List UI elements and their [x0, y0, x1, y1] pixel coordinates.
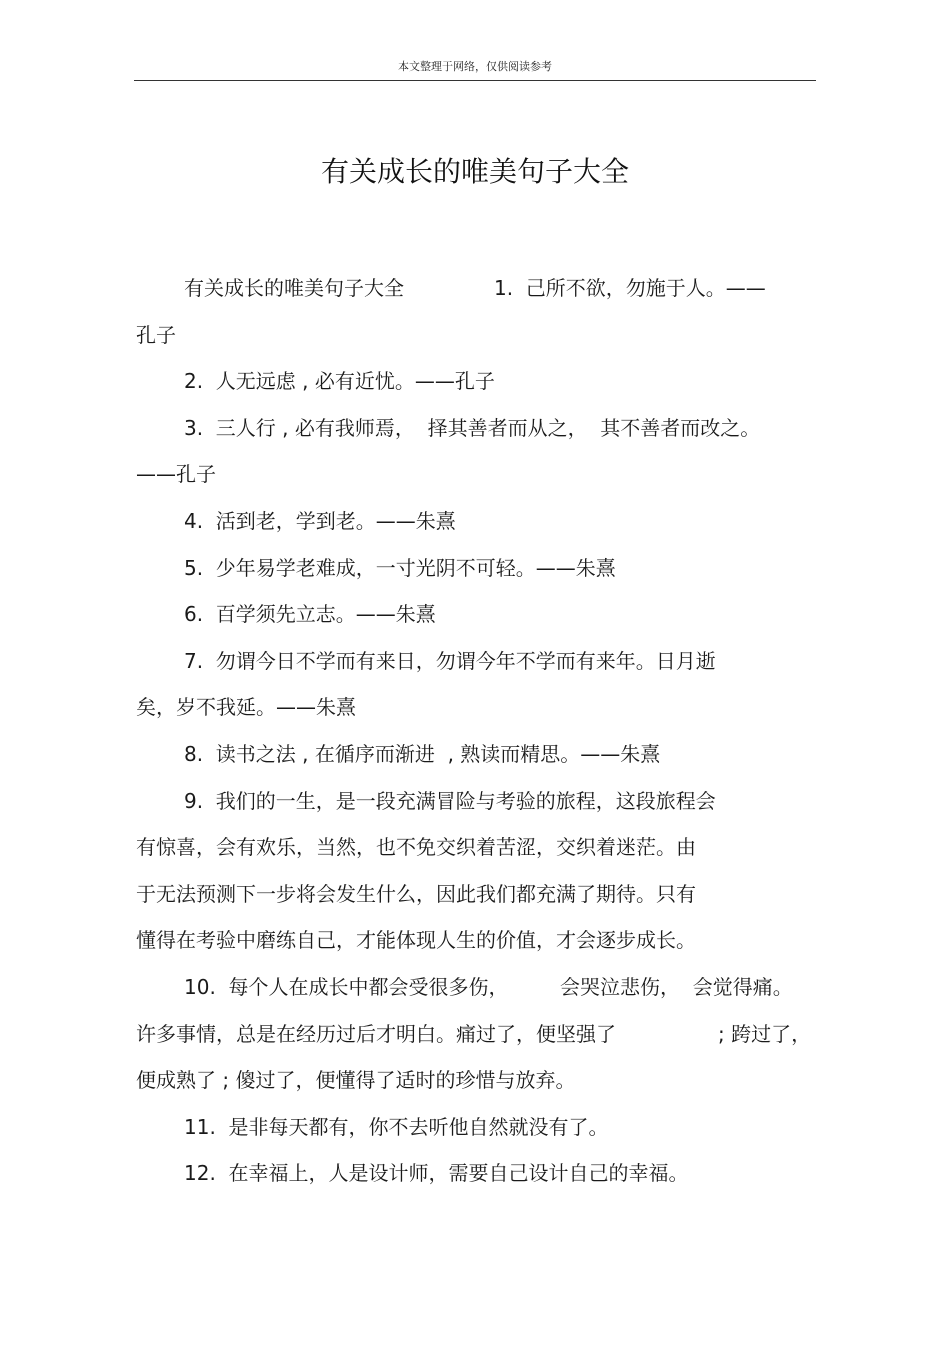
text-line: [136, 545, 816, 592]
text-segment: 3. 三人行 , 必有我师焉， 择其善者而从之， 其不善者而改之。: [184, 415, 761, 440]
document-title: 有关成长的唯美句子大全: [320, 155, 629, 188]
page-header: [134, 58, 816, 81]
text-segment: 会哭泣悲伤， 会觉得痛。: [560, 974, 793, 999]
text-segment: ; 跨过了，: [718, 1021, 812, 1046]
text-segment: 4. 活到老，学到老。——朱熹: [184, 508, 456, 533]
text-segment: 6. 百学须先立志。——朱熹: [184, 602, 436, 627]
text-line: [136, 405, 816, 452]
text-line: [136, 1150, 816, 1197]
text-segment: 9. 我们的一生，是一段充满冒险与考验的旅程，这段旅程会: [184, 788, 716, 813]
text-line: [136, 684, 816, 731]
text-segment: 于无法预测下一步将会发生什么，因此我们都充满了期待。只有: [136, 881, 696, 906]
text-line: [136, 1011, 816, 1058]
text-line: [136, 265, 816, 312]
text-line: [136, 1104, 816, 1151]
text-segment: 5. 少年易学老难成，一寸光阴不可轻。——朱熹: [184, 555, 616, 580]
text-line: [136, 964, 816, 1011]
text-segment: 许多事情，总是在经历过后才明白。痛过了，便坚强了: [136, 1021, 616, 1046]
text-line: [136, 591, 816, 638]
text-line: [136, 451, 816, 498]
text-segment: 2. 人无远虑 , 必有近忧。——孔子: [184, 369, 495, 394]
text-segment: 孔子: [136, 322, 176, 347]
text-line: [136, 917, 816, 964]
text-line: [136, 731, 816, 778]
text-line: [136, 358, 816, 405]
text-segment: 10. 每个人在成长中都会受很多伤，: [184, 974, 509, 999]
document-body: [136, 265, 816, 1197]
text-segment: 懂得在考验中磨练自己，才能体现人生的价值，才会逐步成长。: [136, 928, 696, 953]
text-line: [136, 778, 816, 825]
text-segment: 矣，岁不我延。——朱熹: [136, 695, 356, 720]
text-segment: ——孔子: [136, 462, 216, 487]
text-line: [136, 498, 816, 545]
text-line: [136, 1057, 816, 1104]
text-segment: 12. 在幸福上，人是设计师，需要自己设计自己的幸福。: [184, 1161, 689, 1186]
text-segment: 有关成长的唯美句子大全: [184, 276, 404, 300]
text-line: [136, 824, 816, 871]
text-line: [136, 312, 816, 359]
text-segment: 有惊喜，会有欢乐，当然，也不免交织着苦涩，交织着迷茫。由: [136, 835, 696, 860]
text-segment: 便成熟了 ; 傻过了，便懂得了适时的珍惜与放弃。: [136, 1068, 576, 1093]
text-segment: 7. 勿谓今日不学而有来日，勿谓今年不学而有来年。日月逝: [184, 648, 716, 673]
text-segment: 8. 读书之法 , 在循序而渐进 , 熟读而精思。——朱熹: [184, 741, 661, 766]
text-segment: 1. 己所不欲，勿施于人。——: [494, 276, 766, 300]
text-segment: 11. 是非每天都有，你不去听他自然就没有了。: [184, 1114, 609, 1139]
header-text: 本文整理于网络，仅供阅读参考: [398, 60, 552, 73]
text-line: [136, 638, 816, 685]
text-line: [136, 871, 816, 918]
